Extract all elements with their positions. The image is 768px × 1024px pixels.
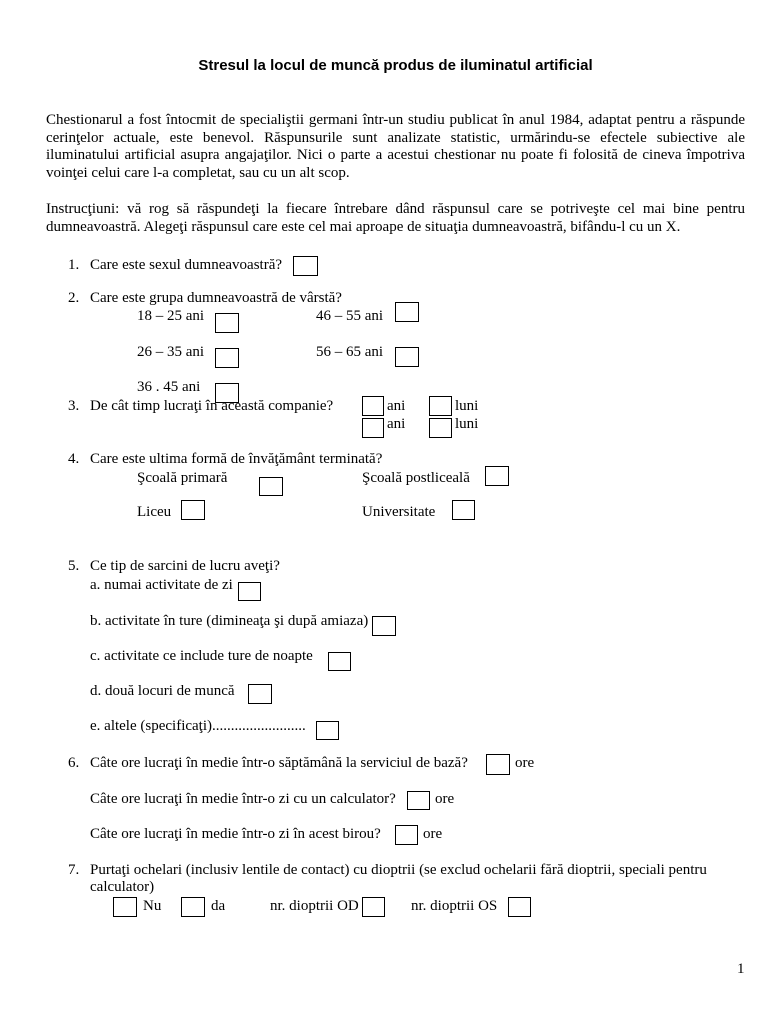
q2-option-56-65-label: 56 – 65 ani (316, 344, 384, 360)
q7-diopters-od-input[interactable] (362, 897, 385, 917)
instructions-line: Instrucţiuni: vă rog să răspundeţi la fiecare întrebare dând răspunsul care se potriveşte cel mai bine pentru (46, 201, 745, 217)
q5-option-a-checkbox[interactable] (238, 582, 261, 601)
q6-computer-hours-unit: ore (435, 791, 455, 807)
q5-option-b-label: b. activitate în ture (dimineaţa şi după amiaza) (90, 613, 369, 629)
q3-months-input[interactable] (429, 418, 452, 438)
q2-option-18-25-label: 18 – 25 ani (137, 308, 205, 324)
q3-months-unit: luni (455, 398, 479, 414)
q5-text: Ce tip de sarcini de lucru aveţi? (90, 558, 280, 574)
q7-option-no-label: Nu (143, 898, 162, 914)
q7-number: 7. (68, 862, 80, 878)
q6-computer-hours-input[interactable] (407, 791, 430, 810)
q7-option-yes-label: da (211, 898, 226, 914)
q2-option-46-55-label: 46 – 55 ani (316, 308, 384, 324)
q6-number: 6. (68, 755, 80, 771)
q6-office-hours-unit: ore (423, 826, 443, 842)
q5-option-d-checkbox[interactable] (248, 684, 272, 704)
q7-option-no-checkbox[interactable] (113, 897, 137, 917)
instructions-line: dumneavoastră. Alegeţi răspunsul care este cel mai aproape de situaţia dumneavoastră, bifându-l cu un X. (46, 219, 681, 235)
q5-option-b-checkbox[interactable] (372, 616, 396, 636)
q7-diopters-os-input[interactable] (508, 897, 531, 917)
q3-years-input[interactable] (362, 396, 384, 416)
q4-option-post-high-school-checkbox[interactable] (485, 466, 509, 486)
q2-number: 2. (68, 290, 80, 306)
q4-text: Care este ultima formă de învăţământ terminată? (90, 451, 383, 467)
intro-line: cerinţelor actuale, este benevol. Răspunsurile sunt analizate statistic, urmărindu-se efectele subiective ale (46, 130, 745, 146)
q7-diopters-os-label: nr. dioptrii OS (411, 898, 498, 914)
q5-option-c-label: c. activitate ce include ture de noapte (90, 648, 313, 664)
page-number: 1 (737, 961, 745, 977)
q3-years-unit: ani (387, 416, 406, 432)
q2-option-26-35-checkbox[interactable] (215, 348, 239, 368)
q5-number: 5. (68, 558, 80, 574)
q3-text: De cât timp lucraţi în această companie? (90, 398, 334, 414)
q1-number: 1. (68, 257, 80, 273)
q4-option-high-school-label: Liceu (137, 504, 172, 520)
q2-option-18-25-checkbox[interactable] (215, 313, 239, 333)
document-title: Stresul la locul de muncă produs de iluminatul artificial (198, 57, 593, 74)
q4-option-primary-school-checkbox[interactable] (259, 477, 283, 496)
q5-option-c-checkbox[interactable] (328, 652, 351, 671)
q7-text-line: Purtaţi ochelari (inclusiv lentile de contact) cu dioptrii (se exclud ochelarii fără dioptrii, speciali pentru (90, 862, 707, 878)
q4-option-university-label: Universitate (362, 504, 436, 520)
q3-months-input[interactable] (429, 396, 452, 416)
q4-option-primary-school-label: Şcoală primară (137, 470, 228, 486)
q1-text: Care este sexul dumneavoastră? (90, 257, 283, 273)
q2-text: Care este grupa dumneavoastră de vârstă? (90, 290, 342, 306)
q6-office-hours-text: Câte ore lucraţi în medie într-o zi în acest birou? (90, 826, 381, 842)
q4-number: 4. (68, 451, 80, 467)
q4-option-post-high-school-label: Şcoală postliceală (362, 470, 470, 486)
q6-office-hours-input[interactable] (395, 825, 418, 845)
intro-line: voinţei celui care l-a completat, sau cu un alt scop. (46, 165, 350, 181)
q6-computer-hours-text: Câte ore lucraţi în medie într-o zi cu un calculator? (90, 791, 396, 807)
intro-line: Chestionarul a fost întocmit de specialiştii germani într-un studiu publicat în anul 1984, adaptat pentru a răspunde (46, 112, 745, 128)
q1-answer-box[interactable] (293, 256, 318, 276)
q4-option-high-school-checkbox[interactable] (181, 500, 205, 520)
q5-option-e-checkbox[interactable] (316, 721, 339, 740)
q6-weekly-hours-unit: ore (515, 755, 535, 771)
q6-weekly-hours-input[interactable] (486, 754, 510, 775)
q3-years-input[interactable] (362, 418, 384, 438)
q5-option-a-label: a. numai activitate de zi (90, 577, 233, 593)
q7-diopters-od-label: nr. dioptrii OD (270, 898, 359, 914)
q7-text-line: calculator) (90, 879, 155, 895)
q3-months-unit: luni (455, 416, 479, 432)
q2-option-56-65-checkbox[interactable] (395, 347, 419, 367)
q2-option-26-35-label: 26 – 35 ani (137, 344, 205, 360)
q5-option-e-label: e. altele (specificaţi)......................... (90, 718, 306, 734)
q2-option-46-55-checkbox[interactable] (395, 302, 419, 322)
q3-number: 3. (68, 398, 80, 414)
q4-option-university-checkbox[interactable] (452, 500, 475, 520)
q6-weekly-hours-text: Câte ore lucraţi în medie într-o săptămână la serviciul de bază? (90, 755, 468, 771)
q2-option-36-45-label: 36 . 45 ani (137, 379, 201, 395)
q7-option-yes-checkbox[interactable] (181, 897, 205, 917)
intro-line: iluminatului artificial asupra angajaţilor. Nici o parte a acestui chestionar nu poate fi folosită de cineva împotriva (46, 147, 745, 163)
q3-years-unit: ani (387, 398, 406, 414)
q5-option-d-label: d. două locuri de muncă (90, 683, 235, 699)
